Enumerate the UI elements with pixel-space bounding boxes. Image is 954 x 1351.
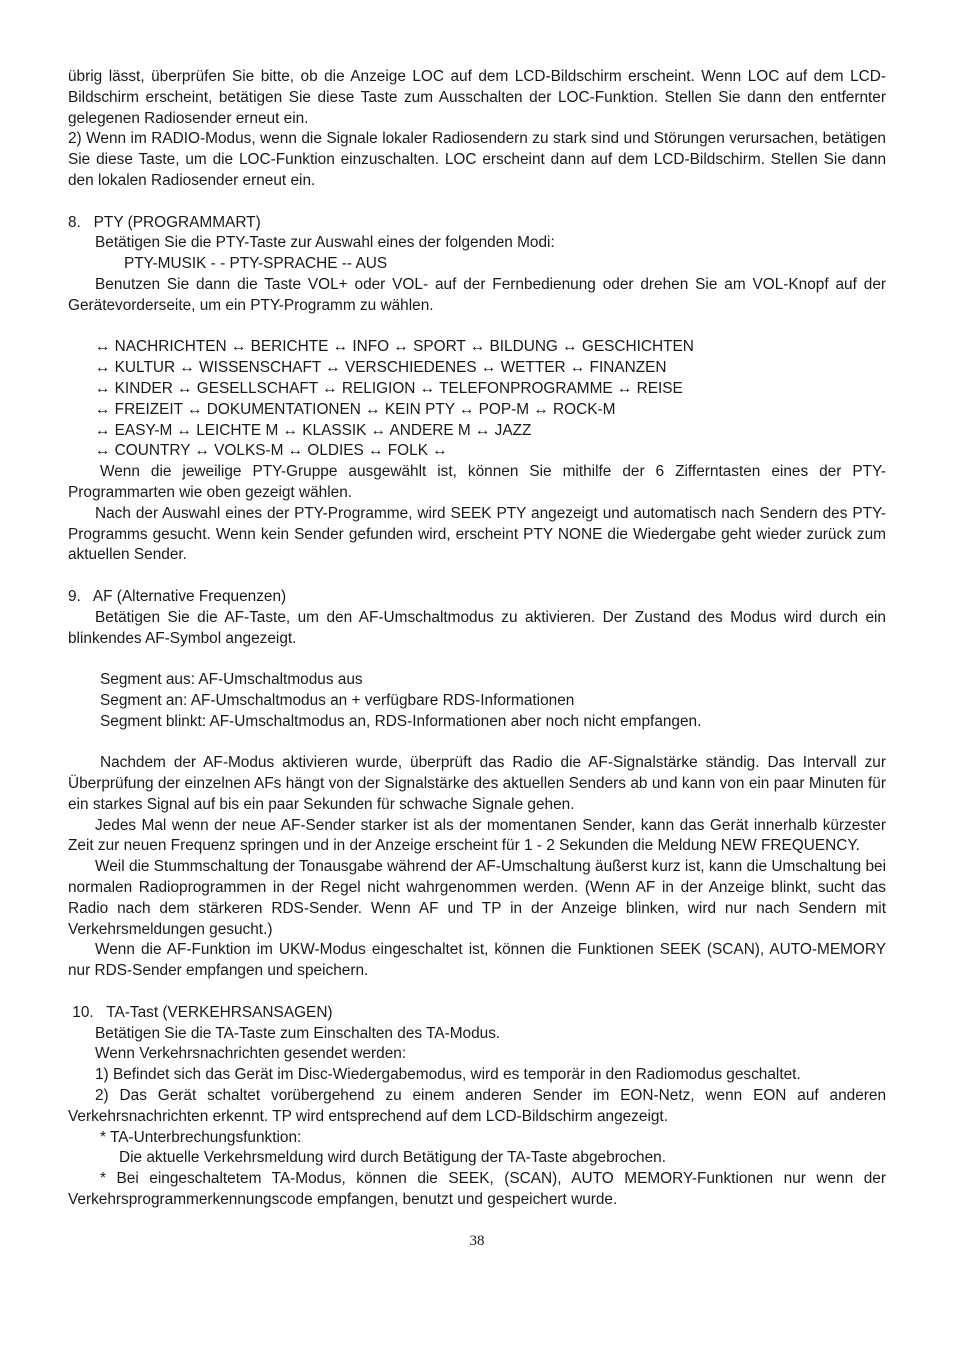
section-10-paragraph-5: * TA-Unterbrechungsfunktion: <box>100 1128 302 1146</box>
segment-on: Segment an: AF-Umschaltmodus an + verfügbare RDS-Informationen <box>100 691 575 709</box>
section-10-paragraph-1: Betätigen Sie die TA-Taste zum Einschalten des TA-Modus. <box>95 1024 501 1042</box>
section-10-paragraph-3: 1) Befindet sich das Gerät im Disc-Wiedergabemodus, wird es temporär in den Radiomodus geschaltet. <box>95 1066 801 1084</box>
page-number: 38 <box>469 1233 485 1249</box>
section-9-paragraph-2: Nachdem der AF-Modus aktivieren wurde, überprüft das Radio die AF-Signalstärke ständig. Das Intervall zur Überprüfung der einzelnen AFs hängt von der Signalstärke des aktuellen Senders ab und kann von ein paar Minuten für ein starkes Signal auf bis ein paar Sekunden für schwache Signale gehen. <box>68 754 886 813</box>
intro-paragraph-2: 2) Wenn im RADIO-Modus, wenn die Signale lokaler Radiosendern zu stark sind und Störungen verursachen, betätigen Sie diese Taste, um die LOC-Funktion einzuschalten. LOC erscheint dann auf dem LCD-Bildschirm. Stellen Sie dann den lokalen Radiosender erneut ein. <box>68 130 886 189</box>
pty-line-3: ↔ KINDER ↔ GESELLSCHAFT ↔ RELIGION ↔ TELEFONPROGRAMME ↔ REISE <box>95 379 683 397</box>
section-10-paragraph-4: 2) Das Gerät schaltet vorübergehend zu einem anderen Sender im EON-Netz, wenn EON auf anderen Verkehrsnachrichten erkennt. TP wird entsprechend auf dem LCD-Bildschirm angezeigt. <box>68 1087 886 1125</box>
section-8-paragraph-1: Betätigen Sie die PTY-Taste zur Auswahl eines der folgenden Modi: <box>95 234 555 252</box>
section-10-heading: 10. TA-Tast (VERKEHRSANSAGEN) <box>68 1003 333 1021</box>
pty-line-2: ↔ KULTUR ↔ WISSENSCHAFT ↔ VERSCHIEDENES ↔ WETTER ↔ FINANZEN <box>95 359 667 377</box>
pty-modes: PTY-MUSIK - - PTY-SPRACHE -- AUS <box>124 255 388 273</box>
document-page <box>68 67 886 1211</box>
segment-off: Segment aus: AF-Umschaltmodus aus <box>100 671 363 689</box>
section-8-heading: 8. PTY (PROGRAMMART) <box>68 213 261 231</box>
section-9-paragraph-1: Betätigen Sie die AF-Taste, um den AF-Umschaltmodus zu aktivieren. Der Zustand des Modus wird durch ein blinkendes AF-Symbol angezeigt. <box>68 608 886 647</box>
pty-line-1: ↔ NACHRICHTEN ↔ BERICHTE ↔ INFO ↔ SPORT ↔ BILDUNG ↔ GESCHICHTEN <box>95 338 694 356</box>
segment-blink: Segment blinkt: AF-Umschaltmodus an, RDS-Informationen aber noch nicht empfangen. <box>100 712 702 730</box>
section-10-paragraph-7: * Bei eingeschaltetem TA-Modus, können die SEEK, (SCAN), AUTO MEMORY-Funktionen nur wenn der Verkehrsprogrammerkennungscode empfangen, benutzt und gespeichert wurde. <box>68 1170 886 1209</box>
pty-line-6: ↔ COUNTRY ↔ VOLKS-M ↔ OLDIES ↔ FOLK ↔ <box>95 442 448 460</box>
pty-line-5: ↔ EASY-M ↔ LEICHTE M ↔ KLASSIK ↔ ANDERE M ↔ JAZZ <box>95 421 532 439</box>
section-10-paragraph-6: Die aktuelle Verkehrsmeldung wird durch Betätigung der TA-Taste abgebrochen. <box>119 1149 666 1167</box>
section-8-paragraph-4: Nach der Auswahl eines der PTY-Programme, wird SEEK PTY angezeigt und automatisch nach Sendern des PTY-Programms gesucht. Wenn kein Sender gefunden wird, erscheint PTY NONE die Wiedergabe geht wieder zurück zum aktuellen Sender. <box>68 504 886 564</box>
section-10-paragraph-2: Wenn Verkehrsnachrichten gesendet werden: <box>95 1045 407 1063</box>
section-9-paragraph-3: Jedes Mal wenn der neue AF-Sender starker ist als der momentanen Sender, kann das Gerät innerhalb kürzester Zeit zur neuen Frequenz springen und in der Anzeige erscheint für 1 - 2 Sekunden die Meldung NEW FREQUENCY. <box>68 816 886 855</box>
section-9-heading: 9. AF (Alternative Frequenzen) <box>68 587 287 605</box>
section-9-paragraph-4: Weil die Stummschaltung der Tonausgabe während der AF-Umschaltung äußerst kurz ist, kann die Umschaltung bei normalen Radioprogrammen in der Regel nicht wahrgenommen werden. (Wenn AF in der Anzeige blinkt, sucht das Radio nach dem stärkeren RDS-Sender. Wenn AF und TP in der Anzeige blinken, wird nur nach Sendern mit Verkehrsmeldungen gesucht.) <box>68 858 886 938</box>
section-9-paragraph-5: Wenn die AF-Funktion im UKW-Modus eingeschaltet ist, können die Funktionen SEEK (SCAN), AUTO-MEMORY nur RDS-Sender empfangen und speichern. <box>68 941 886 980</box>
section-8-paragraph-3: Wenn die jeweilige PTY-Gruppe ausgewählt ist, können Sie mithilfe der 6 Zifferntasten eines der PTY-Programmarten wie oben gezeigt wählen. <box>68 463 886 501</box>
pty-line-4: ↔ FREIZEIT ↔ DOKUMENTATIONEN ↔ KEIN PTY ↔ POP-M ↔ ROCK-M <box>95 400 616 418</box>
section-8-paragraph-2: Benutzen Sie dann die Taste VOL+ oder VOL- auf der Fernbedienung oder drehen Sie am VOL-Knopf auf der Gerätevorderseite, um ein PTY-Programm zu wählen. <box>68 275 886 314</box>
intro-paragraph-1: übrig lässt, überprüfen Sie bitte, ob die Anzeige LOC auf dem LCD-Bildschirm erscheint. Wenn LOC auf dem LCD-Bildschirm erscheint, betätigen Sie diese Taste zum Ausschalten der LOC-Funktion. Stellen Sie dann den entfernter gelegenen Radiosender erneut ein. <box>68 68 886 127</box>
